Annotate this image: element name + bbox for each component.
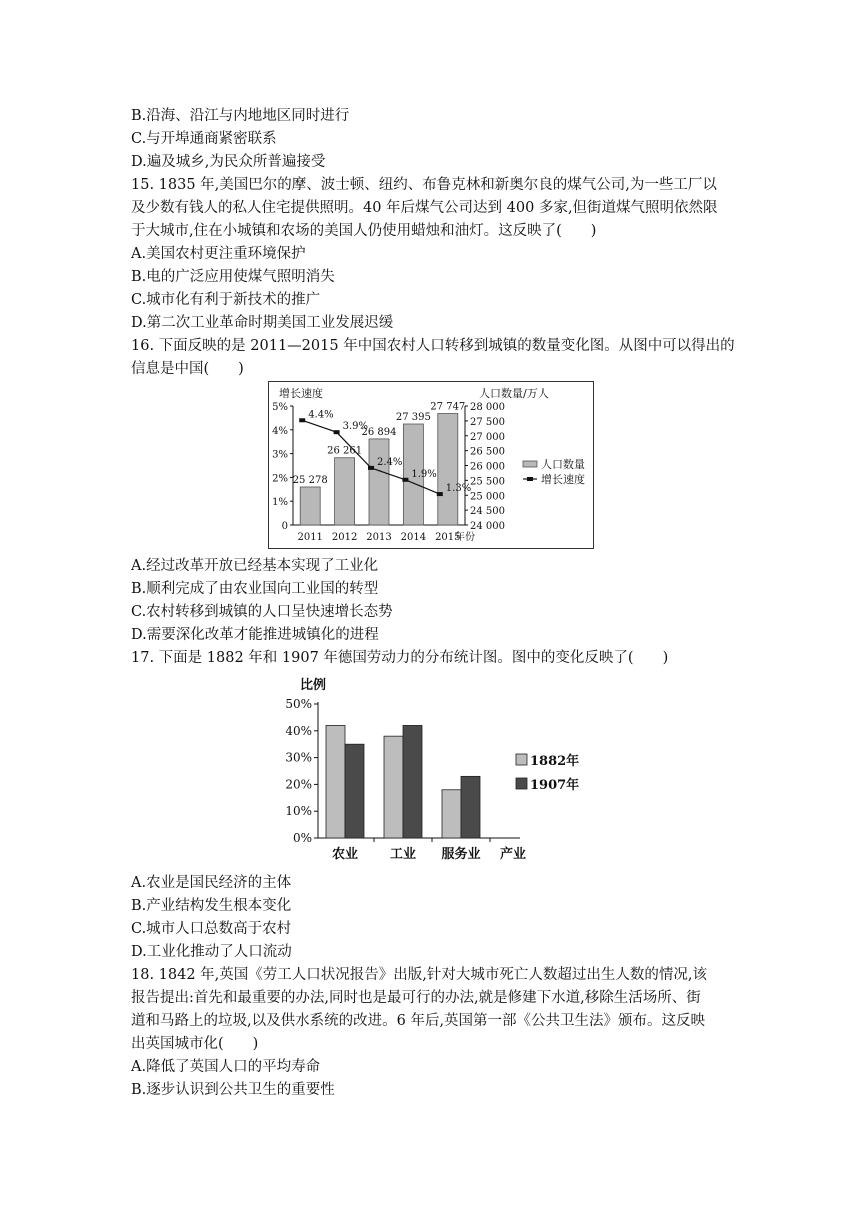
labor-bar: [442, 790, 461, 838]
left-axis-title: 增长速度: [279, 387, 323, 400]
q15-option-b: B.电的广泛应用使煤气照明消失: [131, 269, 335, 285]
left-tick-label: 2%: [272, 473, 288, 485]
right-axis-title: 人口数量/万人: [479, 387, 549, 400]
labor-bar: [326, 725, 345, 838]
left-tick-label: 0: [281, 521, 288, 532]
x-axis-title: 产业: [500, 847, 527, 862]
x-tick-label: 农业: [331, 847, 359, 862]
q18-option-a: A.降低了英国人口的平均寿命: [131, 1059, 321, 1075]
y-tick-label: 40%: [285, 723, 312, 738]
q18-stem-line-1: 18. 1842 年,英国《劳工人口状况报告》出版,针对大城市死亡人数超过出生人数的情况,该: [131, 967, 708, 983]
y-tick-label: 0%: [292, 831, 312, 845]
q17-option-d: D.工业化推动了人口流动: [131, 944, 292, 960]
left-tick-label: 3%: [272, 449, 288, 461]
right-tick-label: 27 500: [470, 416, 505, 428]
q16-stem-line-2: 信息是中国( ): [131, 361, 244, 377]
q17-stem: 17. 下面是 1882 年和 1907 年德国劳动力的分布统计图。图中的变化反映了( ): [131, 650, 669, 666]
population-bar-label: 25 278: [292, 474, 328, 486]
left-tick-label: 4%: [272, 425, 288, 437]
q18-option-b: B.逐步认识到公共卫生的重要性: [131, 1082, 335, 1098]
right-tick-label: 25 000: [470, 491, 505, 503]
x-tick-label: 2012: [331, 532, 358, 543]
growth-rate-point: [368, 466, 374, 470]
right-tick-label: 24 500: [470, 506, 505, 518]
x-axis-title: 年份: [455, 532, 475, 543]
q16-option-b: B.顺利完成了由农业国向工业国的转型: [131, 581, 379, 597]
legend-label: 1882年: [530, 754, 580, 769]
x-tick-label: 2013: [366, 532, 392, 543]
right-tick-label: 24 000: [470, 521, 505, 532]
x-tick-label: 2011: [297, 532, 323, 543]
q18-stem-line-2: 报告提出:首先和最重要的办法,同时也是最可行的办法,就是修建下水道,移除生活场所、街: [131, 990, 701, 1006]
right-tick-label: 26 500: [470, 446, 505, 458]
q16-option-a: A.经过改革开放已经基本实现了工业化: [131, 558, 379, 574]
y-tick-label: 30%: [285, 750, 312, 765]
q15-option-a: A.美国农村更注重环境保护: [131, 246, 306, 262]
q15-option-d: D.第二次工业革命时期美国工业发展迟缓: [131, 315, 394, 331]
x-tick-label: 工业: [389, 847, 417, 862]
migration-chart-svg: [269, 382, 593, 548]
q16-option-d: D.需要深化改革才能推进城镇化的进程: [131, 627, 379, 643]
labor-chart: [282, 672, 582, 868]
legend-swatch-growth-marker: [527, 477, 533, 481]
growth-rate-point: [437, 492, 443, 496]
growth-rate-label: 1.3%: [445, 483, 472, 495]
population-bar-label: 27 747: [430, 401, 466, 413]
y-tick-label: 50%: [285, 697, 312, 711]
left-tick-label: 1%: [272, 497, 288, 509]
growth-rate-point: [334, 430, 340, 434]
growth-rate-point: [299, 418, 305, 422]
growth-rate-label: 4.4%: [308, 409, 334, 421]
population-bar: [335, 458, 355, 525]
growth-rate-point: [402, 478, 408, 482]
legend-label-population: 人口数量: [541, 458, 585, 471]
labor-chart-svg: [282, 672, 582, 868]
growth-rate-label: 1.9%: [411, 468, 437, 480]
population-bar: [369, 439, 389, 525]
x-tick-label: 2014: [400, 532, 427, 543]
population-bar-label: 26 261: [327, 445, 363, 457]
y-axis-title: 比例: [300, 678, 327, 693]
q14-option-c: C.与开埠通商紧密联系: [131, 131, 277, 147]
q15-stem-line-2: 及少数有钱人的私人住宅提供照明。40 年后煤气公司达到 400 多家,但街道煤气照明依然限: [131, 200, 718, 216]
q17-option-b: B.产业结构发生根本变化: [131, 898, 292, 914]
q15-stem-line-1: 15. 1835 年,美国巴尔的摩、波士顿、纽约、布鲁克林和新奥尔良的煤气公司,为一些工厂以: [131, 177, 717, 193]
q16-stem-line-1: 16. 下面反映的是 2011—2015 年中国农村人口转移到城镇的数量变化图。从图中可以得出的: [131, 338, 735, 354]
labor-bar: [384, 736, 403, 838]
y-tick-label: 20%: [285, 777, 312, 792]
population-bar-label: 27 395: [395, 411, 431, 423]
right-tick-label: 25 500: [470, 476, 505, 488]
legend-swatch: [516, 754, 527, 765]
growth-rate-label: 3.9%: [342, 421, 369, 433]
legend-swatch: [516, 778, 527, 789]
q14-option-d: D.遍及城乡,为民众所普遍接受: [131, 154, 326, 170]
right-tick-label: 28 000: [470, 402, 505, 413]
q17-option-a: A.农业是国民经济的主体: [131, 875, 292, 891]
labor-bar: [345, 744, 364, 838]
q18-stem-line-4: 出英国城市化( ): [131, 1036, 259, 1052]
x-tick-label: 2015: [435, 532, 461, 543]
labor-bar: [461, 776, 480, 838]
q18-stem-line-3: 道和马路上的垃圾,以及供水系统的改进。6 年后,英国第一部《公共卫生法》颁布。这反映: [131, 1013, 706, 1029]
y-tick-label: 10%: [285, 804, 312, 819]
population-bar: [438, 414, 458, 525]
left-tick-label: 5%: [272, 402, 288, 413]
q16-option-c: C.农村转移到城镇的人口呈快速增长态势: [131, 604, 393, 620]
population-bar-label: 26 894: [361, 426, 397, 438]
legend-label-growth: 增长速度: [541, 473, 585, 486]
q14-option-b: B.沿海、沿江与内地地区同时进行: [131, 108, 350, 124]
q15-stem-line-3: 于大城市,住在小城镇和农场的美国人仍使用蜡烛和油灯。这反映了( ): [131, 223, 597, 239]
population-bar: [300, 487, 320, 525]
q17-option-c: C.城市人口总数高于农村: [131, 921, 292, 937]
right-tick-label: 26 000: [470, 461, 505, 473]
labor-bar: [403, 725, 422, 838]
legend-label: 1907年: [530, 778, 580, 793]
x-tick-label: 服务业: [441, 847, 481, 862]
right-tick-label: 27 000: [470, 431, 505, 443]
growth-rate-label: 2.4%: [377, 456, 403, 468]
migration-chart: [268, 381, 594, 549]
legend-swatch-population: [523, 461, 537, 467]
q15-option-c: C.城市化有利于新技术的推广: [131, 292, 321, 308]
